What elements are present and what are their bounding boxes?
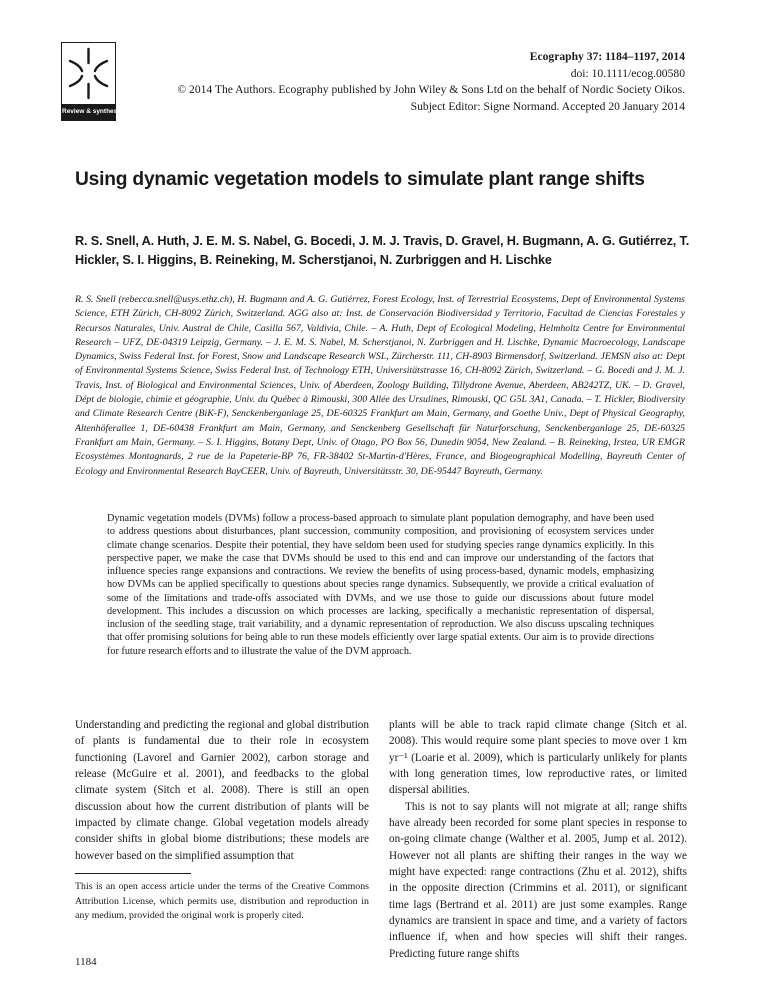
paper-title: Using dynamic vegetation models to simulate plant range shifts bbox=[75, 169, 645, 190]
subject-editor-line: Subject Editor: Signe Normand. Accepted 20 January 2014 bbox=[410, 99, 685, 113]
affiliations: R. S. Snell (rebecca.snell@usys.ethz.ch), H. Bugmann and A. G. Gutiérrez, Forest Ecology, Inst. of Terrestrial Ecosystems, Dept of Environmental Systems Science, ETH Zürich, CH-8092 Zürich, Switzerland. AGG also at: Inst. de Conservación Biodiversidad y Territorio, Facultad de Ciencias Forestales y Recursos Naturales, Univ. Austral de Chile, Casilla 567, Valdivia, Chile. – A. Huth, Dept of Ecological Modeling, Helmholtz Centre for Environmental Research – UFZ, DE-04319 Leipzig, Germany. – J. E. M. S. Nabel, M. Scherstjanoi, N. Zurbriggen and H. Lischke, Dynamic Macroecology, Landscape Dynamics, Swiss Federal Inst. for Forest, Snow and Landscape Research WSL, Zürcherstr. 111, CH-8903 Birmensdorf, Switzerland. JEMSN also at: Dept of Environmental Systems Science, Swiss Federal Inst. of Technology ETH, Universitätstrasse 16, CH-8092 Zürich, Switzerland. – G. Bocedi and J. M. J. Travis, Inst. of Biological and Environmental Sciences, Univ. of Aberdeen, Zoology Building, Tillydrone Avenue, Aberdeen, AB242TZ, UK. – D. Gravel, Dépt de biologie, chimie et géographie, Univ. du Québec à Rimouski, 300 Allée des Ursulines, Rimouski, QC G5L 3A1, Canada. – T. Hickler, Biodiversity and Climate Research Centre (BiK-F), Senckenberganlage 25, DE-60325 Frankfurt am Main, Germany, and Goethe Univ., Dept of Physical Geography, Altenhöferallee 1, DE-60438 Frankfurt am Main, Germany, and Senckenberg Gesellschaft für Naturforschung, Senckenberganlage 25, DE-60325 Frankfurt am Main, Germany. – S. I. Higgins, Botany Dept, Univ. of Otago, PO Box 56, Dunedin 9054, New Zealand. – B. Reineking, Irstea, UR EMGR Ecosystèmes Montagnards, 2 rue de la Papeterie-BP 76, FR-38402 St-Martin-d'Hères, France, and Biogeographical Modelling, Bayreuth Center of Ecology and Environmental Research BayCEER, Univ. of Bayreuth, Universitätsstr. 30, DE-95447 Bayreuth, Germany. bbox=[75, 294, 685, 477]
body-paragraph: This is not to say plants will not migrate at all; range shifts have already been recorded for some plant species in response to on-going climate change (Walther et al. 2005, Jump et al. 2012). However not all plants are shifting their ranges in the way we might have expected: range contractions (Zhu et al. 2012), shifts in the opposite direction (Crimmins et al. 2011), or significant time lags (Bertrand et al. 2011) are just some examples. Range dynamics are transient in space and time, and a variety of factors influence if, when and how species will shift their ranges. Predicting future range shifts bbox=[389, 800, 687, 960]
journal-logo bbox=[61, 42, 123, 121]
copyright-line: © 2014 The Authors. Ecography published by John Wiley & Sons Ltd on the behalf of Nordic Society Oikos. bbox=[177, 83, 685, 96]
doi[interactable]: doi: 10.1111/ecog.00580 bbox=[570, 66, 685, 80]
open-access-footnote: This is an open access article under the terms of the Creative Commons Attribution License, which permits use, distribution and reproduction in any medium, provided the original work is properly cited. bbox=[75, 881, 369, 921]
logo-band-label: Review & synthesis bbox=[62, 104, 115, 120]
journal-citation: Ecography 37: 1184–1197, 2014 bbox=[529, 50, 685, 63]
footnote-divider bbox=[75, 873, 191, 874]
body-column-left: Understanding and predicting the regional and global distribution of plants is fundamental due to their role in ecosystem functioning (Lavorel and Garnier 2002), carbon storage and release (McGuire et al. 2001), and feedbacks to the global climate system (Sitch et al. 2008). There is still an open discussion about how the current distribution of plants will be impacted by climate change. Global vegetation models already consider shifts in global biome distributions; these models are however based on the simplified assumption that bbox=[75, 719, 369, 862]
asterisk-burst-logo-icon bbox=[62, 43, 115, 104]
body-column-right bbox=[389, 717, 687, 962]
author-list: R. S. Snell, A. Huth, J. E. M. S. Nabel, G. Bocedi, J. M. J. Travis, D. Gravel, H. Bugmann, A. G. Gutiérrez, T. Hickler, S. I. Higgins, B. Reineking, M. Scherstjanoi, N. Zurbriggen and H. Lischke bbox=[75, 234, 690, 267]
page-number: 1184 bbox=[75, 956, 97, 968]
body-paragraph: plants will be able to track rapid climate change (Sitch et al. 2008). This would require some plant species to move over 1 km yr⁻¹ (Loarie et al. 2009), which is particularly unlikely for plants with long generation times, low reproductive rates, or limited dispersal abilities. bbox=[389, 719, 687, 797]
abstract: Dynamic vegetation models (DVMs) follow a process-based approach to simulate plant population demography, and have been used to address questions about disturbances, plant succession, community composition, and provisioning of ecosystem services under climate change scenarios. Despite their potential, they have seldom been used for studying species range dynamics explicitly. In this perspective paper, we make the case that DVMs should be used to this end and can improve our understanding of the factors that influence species range expansions and contractions. We review the benefits of using process-based, dynamic models, emphasizing how DVMs can be applied specifically to questions about species range dynamics. Subsequently, we provide a critical evaluation of some of the limitations and trade-offs associated with DVMs, and we use those to guide our discussions about future model development. This includes a discussion on which processes are lacking, specifically a mechanistic representation of dispersal, inclusion of the seedling stage, trait variability, and a dynamic representation of reproduction. We also discuss upscaling techniques that offer promising solutions for being able to run these models efficiently over large spatial extents. Our aim is to provide directions for future research efforts and to illustrate the value of the DVM approach. bbox=[107, 513, 654, 657]
article-meta bbox=[177, 49, 685, 115]
